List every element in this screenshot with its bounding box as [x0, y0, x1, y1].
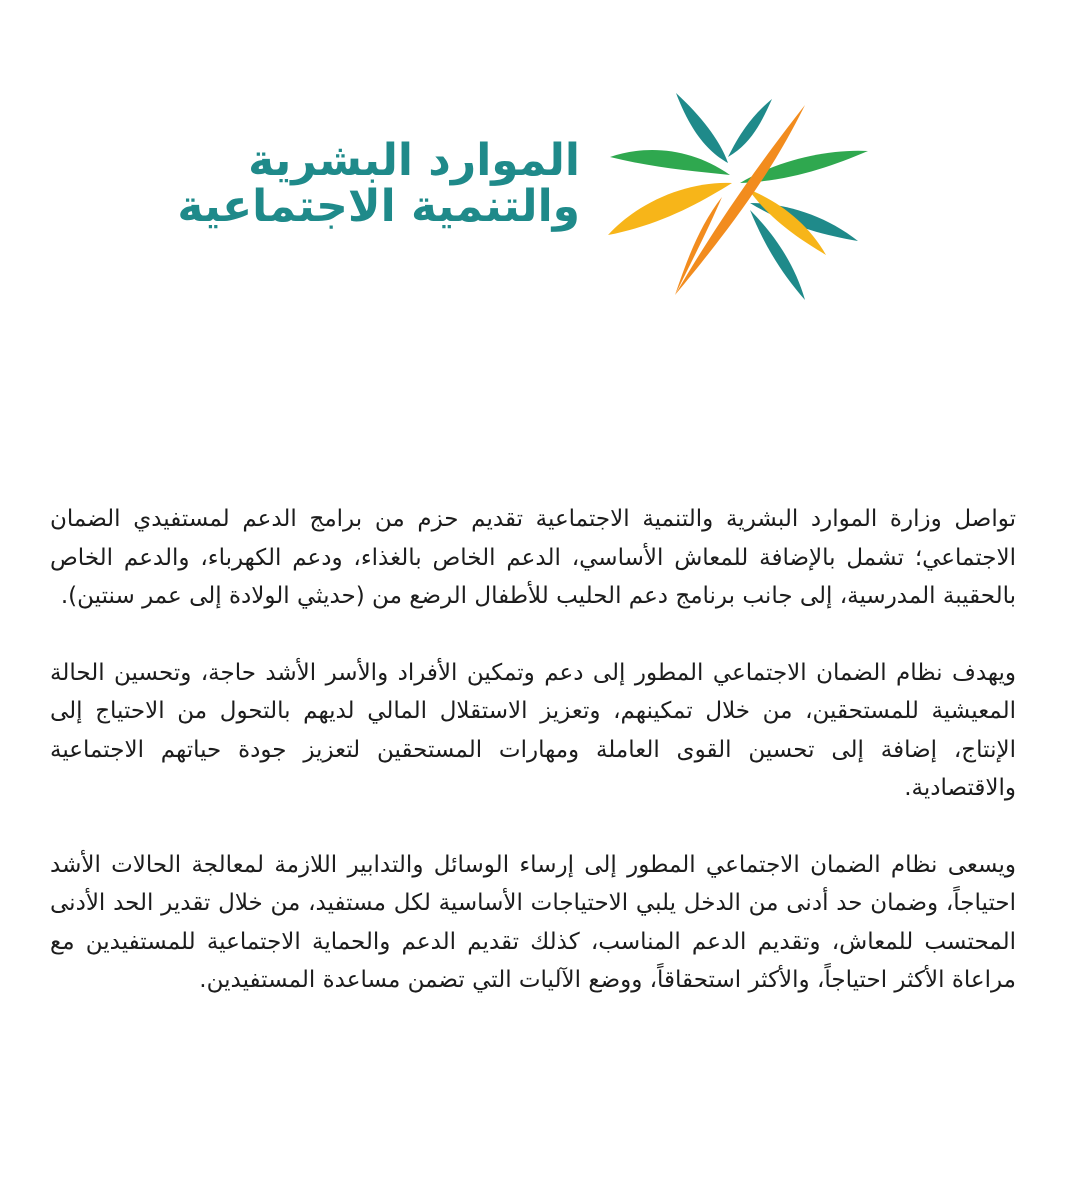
- paragraph-system-goals: ويهدف نظام الضمان الاجتماعي المطور إلى دعم وتمكين الأفراد والأسر الأشد حاجة، وتحسين الحالة المعيشية للمستحقين، من خلال تمكينهم، وتعزيز الاستقلال المالي لديهم بالتحول من الاحتياج إلى الإنتاج، إضافة إلى تحسين القوى العاملة ومهارات المستحقين لتعزيز جودة حياتهم الاجتماعية والاقتصادية.: [50, 659, 1016, 801]
- logo-blade-teal-topright: [728, 99, 772, 157]
- ministry-name-line-2: والتنمية الاجتماعية: [177, 181, 580, 233]
- logo-blade-orange-lower: [675, 197, 722, 295]
- logo-blade-teal-top: [676, 93, 728, 163]
- ministry-name-line-1: الموارد البشرية: [248, 135, 580, 186]
- paragraph-support-packages: تواصل وزارة الموارد البشرية والتنمية الاجتماعية تقديم حزم من برامج الدعم لمستفيدي الضمان الاجتماعي؛ تشمل بالإضافة للمعاش الأساسي، الدعم الخاص بالغذاء، ودعم الكهرباء، والدعم الخاص بالحقيبة المدرسية، إلى جانب برنامج دعم الحليب للأطفال الرضع من (حديثي الولادة إلى عمر سنتين).: [50, 506, 1016, 609]
- paragraph-system-measures: ويسعى نظام الضمان الاجتماعي المطور إلى إرساء الوسائل والتدابير اللازمة لمعالجة الحالات الأشد احتياجاً، وضمان حد أدنى من الدخل يلبي الاحتياجات الأساسية لكل مستفيد، من خلال تقدير الحد الأدنى المحتسب للمعاش، وتقديم الدعم المناسب، كذلك تقديم الدعم والحماية الاجتماعية للمستفيدين مع مراعاة الأكثر احتياجاً، والأكثر استحقاقاً، ووضع الآليات التي تضمن مساعدة المستفيدين.: [50, 851, 1016, 993]
- logo-blade-green-left: [610, 150, 730, 175]
- ministry-name: [170, 135, 580, 233]
- ministry-logo-icon: [600, 85, 880, 310]
- announcement-body: [50, 500, 1016, 1038]
- ministry-header: [0, 0, 1066, 330]
